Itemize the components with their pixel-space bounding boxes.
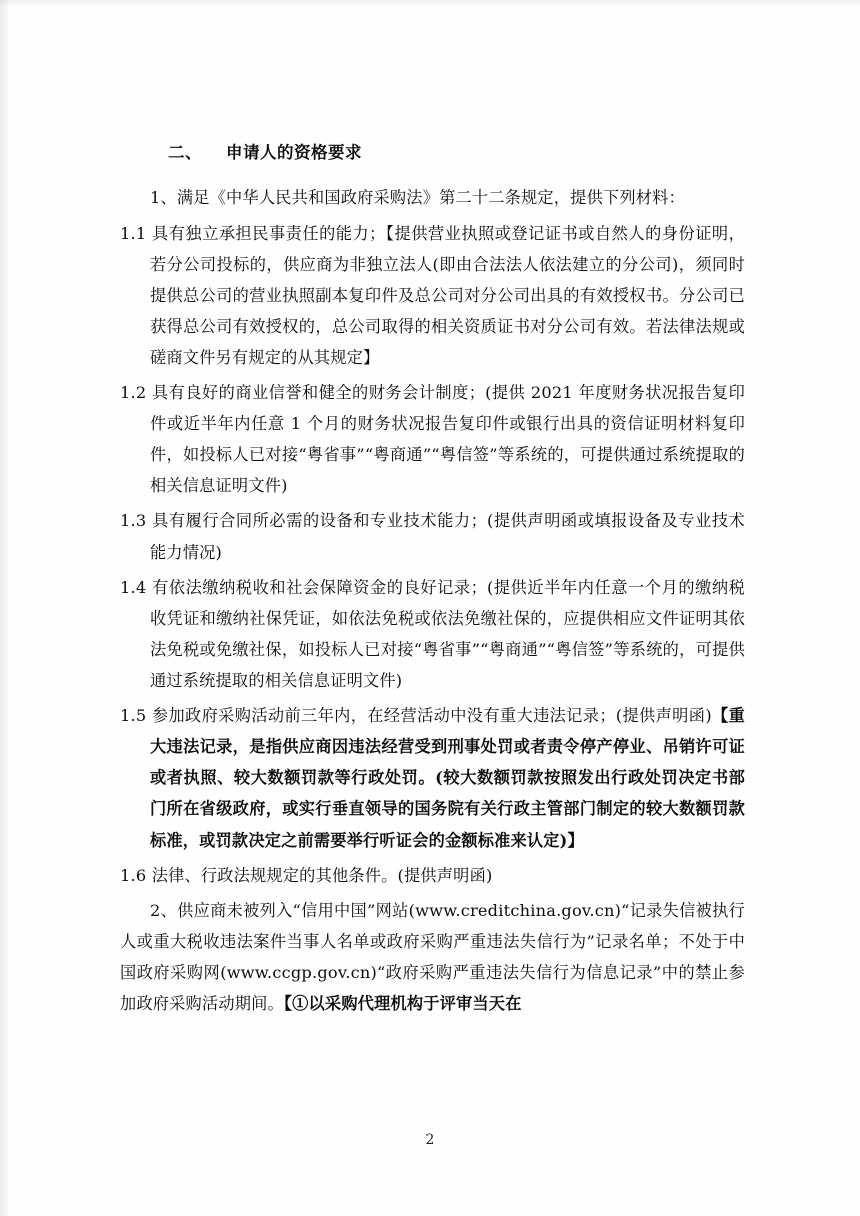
paragraph-1-1: 1.1 具有独立承担民事责任的能力；【提供营业执照或登记证书或自然人的身份证明，若分公司投标的，供应商为非独立法人(即由合法法人依法建立的分公司)，须同时提供总公司的营业执照副本复印件及总公司对分公司出具的有效授权书。分公司已获得总公司有效授权的，总公司取得的相关资质证书对分公司有效。若法律法规或磋商文件另有规定的从其规定】	[120, 223, 745, 367]
paragraph-1: 1、满足《中华人民共和国政府采购法》第二十二条规定，提供下列材料：	[150, 188, 685, 208]
paragraph-1-4: 1.4 有依法缴纳税收和社会保障资金的良好记录；(提供近半年内任意一个月的缴纳税收凭证和缴纳社保凭证，如依法免税或依法免缴社保的，应提供相应文件证明其依法免税或免缴社保，如投标人已对接“粤省事”“粤商通”“粤信签”等系统的，可提供通过系统提取的相关信息证明文件)	[120, 577, 745, 691]
section-heading	[120, 140, 745, 166]
paragraph-1-3: 1.3 具有履行合同所必需的设备和专业技术能力；(提供声明函或填报设备及专业技术能力情况)	[120, 511, 745, 562]
paragraph-2-text: 2、供应商未被列入“信用中国”网站(www.creditchina.gov.cn)“记录失信被执行人或重大税收违法案件当事人名单或政府采购严重违法失信行为”记录名单；不处于中国政府采购网(www.ccgp.gov.cn)“政府采购严重违法失信行为信息记录”中的禁止参加政府采购活动期间。	[120, 900, 745, 1014]
section-heading-title: 申请人的资格要求	[226, 143, 362, 162]
paragraph-1-5-emphasis: 【重大违法记录，是指供应商因违法经营受到刑事处罚或者责令停产停业、吊销许可证或者执照、较大数额罚款等行政处罚。(较大数额罚款按照发出行政处罚决定书部门所在省级政府，或实行垂直领导的国务院有关行政主管部门制定的较大数额罚款标准，或罚款决定之前需要举行听证会的金额标准来认定)】	[150, 706, 745, 850]
paragraph-1-5-text: 1.5 参加政府采购活动前三年内，在经营活动中没有重大违法记录；(提供声明函)	[120, 706, 712, 726]
section-heading-number: 二、	[168, 143, 202, 162]
paragraph-1-6: 1.6 法律、行政法规规定的其他条件。(提供声明函)	[120, 865, 493, 885]
page-edge-shadow-top	[0, 0, 860, 8]
paragraph-1-5	[120, 700, 745, 856]
page-edge-shadow-left	[0, 0, 10, 1216]
paragraph-2	[120, 895, 745, 1019]
page-number: 2	[425, 1132, 435, 1148]
document-body	[120, 140, 745, 1023]
paragraph-1-2: 1.2 具有良好的商业信誉和健全的财务会计制度；(提供 2021 年度财务状况报告复印件或近半年内任意 1 个月的财务状况报告复印件或银行出具的资信证明材料复印件，如投标人已对接“粤省事”“粤商通”“粤信签”等系统的，可提供通过系统提取的相关信息证明文件)	[120, 383, 745, 496]
paragraph-2-emphasis: 【①以采购代理机构于评审当天在	[283, 994, 522, 1014]
